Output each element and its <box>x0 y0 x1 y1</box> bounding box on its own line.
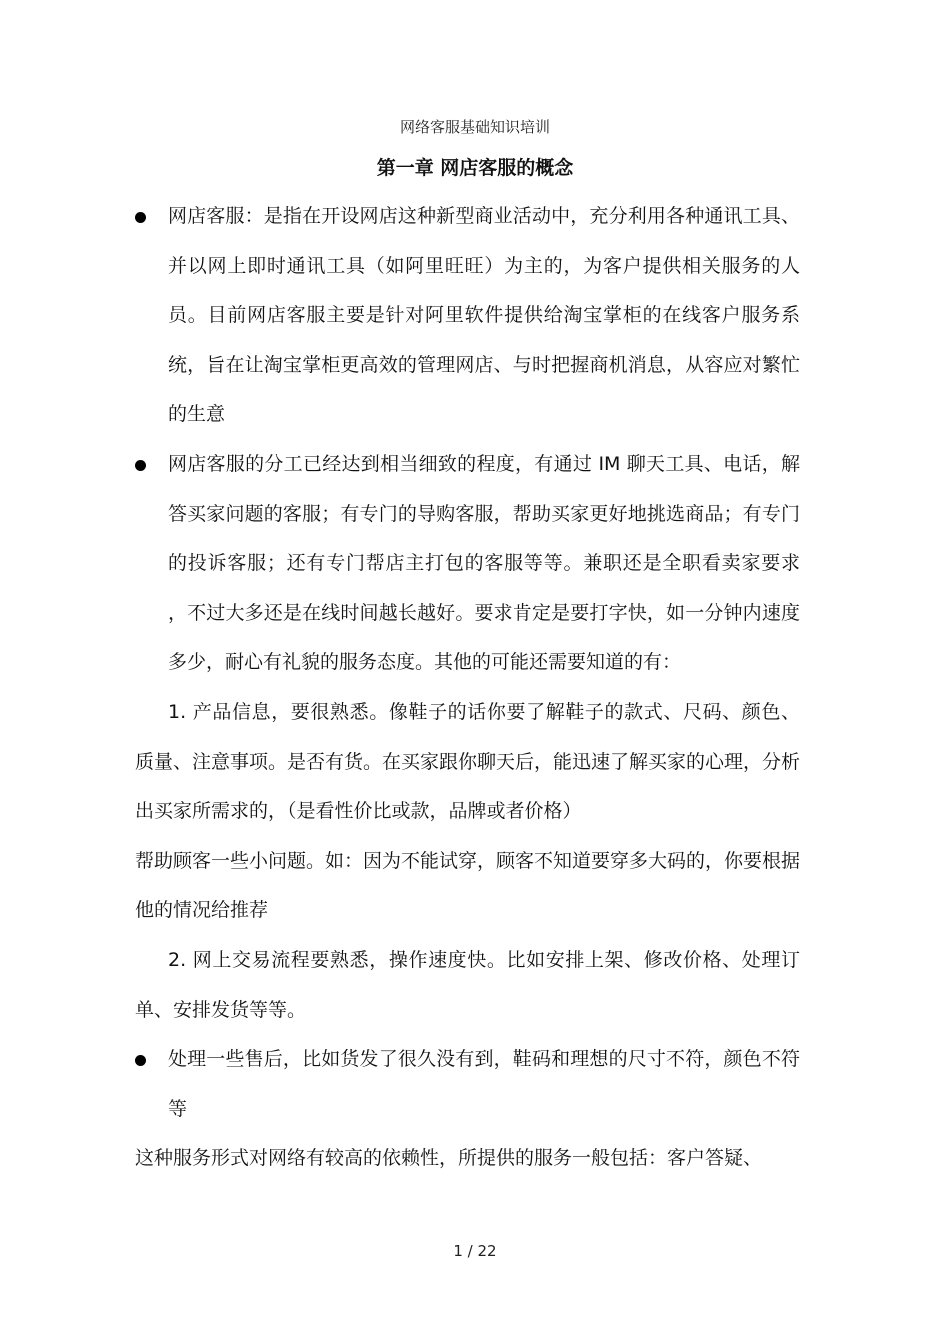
bullet-icon <box>135 212 146 223</box>
document-header: 网络客服基础知识培训 <box>399 118 550 136</box>
bullet-text: 网店客服：是指在开设网店这种新型商业活动中，充分利用各种通讯工具、并以网上即时通讯工具（如阿里旺旺）为主的，为客户提供相关服务的人员。目前网店客服主要是针对阿里软件提供给淘宝掌柜的在线客户服务系统，旨在让淘宝掌柜更高效的管理网店、与时把握商机消息，从容应对繁忙的生意 <box>168 205 800 426</box>
chapter-title: 第一章 网店客服的概念 <box>376 157 574 179</box>
numbered-item: 2. 网上交易流程要熟悉，操作速度快。比如安排上架、修改价格、处理订单、安排发货等等。 <box>135 948 800 1021</box>
document-body <box>135 192 800 1184</box>
page-number: 1 / 22 <box>453 1242 497 1260</box>
numbered-item: 1. 产品信息，要很熟悉。像鞋子的话你要了解鞋子的款式、尺码、颜色、质量、注意事项。是否有货。在买家跟你聊天后，能迅速了解买家的心理，分析出买家所需求的，（是看性价比或款，品牌或者价格） <box>135 700 801 823</box>
bullet-paragraph <box>135 192 800 440</box>
paragraph: 帮助顾客一些小问题。如：因为不能试穿，顾客不知道要穿多大码的，你要根据他的情况给推荐 <box>135 849 801 922</box>
paragraph: 这种服务形式对网络有较高的依赖性，所提供的服务一般包括：客户答疑、 <box>135 1147 763 1170</box>
bullet-paragraph <box>135 1035 800 1134</box>
bullet-paragraph <box>135 440 800 688</box>
bullet-icon <box>135 460 146 471</box>
bullet-text: 处理一些售后，比如货发了很久没有到，鞋码和理想的尺寸不符，颜色不符等 <box>168 1048 800 1120</box>
bullet-text: 网店客服的分工已经达到相当细致的程度，有通过 IM 聊天工具、电话，解答买家问题的客服；有专门的导购客服，帮助买家更好地挑选商品；有专门的投诉客服；还有专门帮店主打包的客服等等。兼职还是全职看卖家要求 ，不过大多还是在线时间越长越好。要求肯定是要打字快，如一分钟内速度多少，耐心有礼貌的服务态度。其他的可能还需要知道的有： <box>168 452 800 674</box>
bullet-icon <box>135 1055 146 1066</box>
